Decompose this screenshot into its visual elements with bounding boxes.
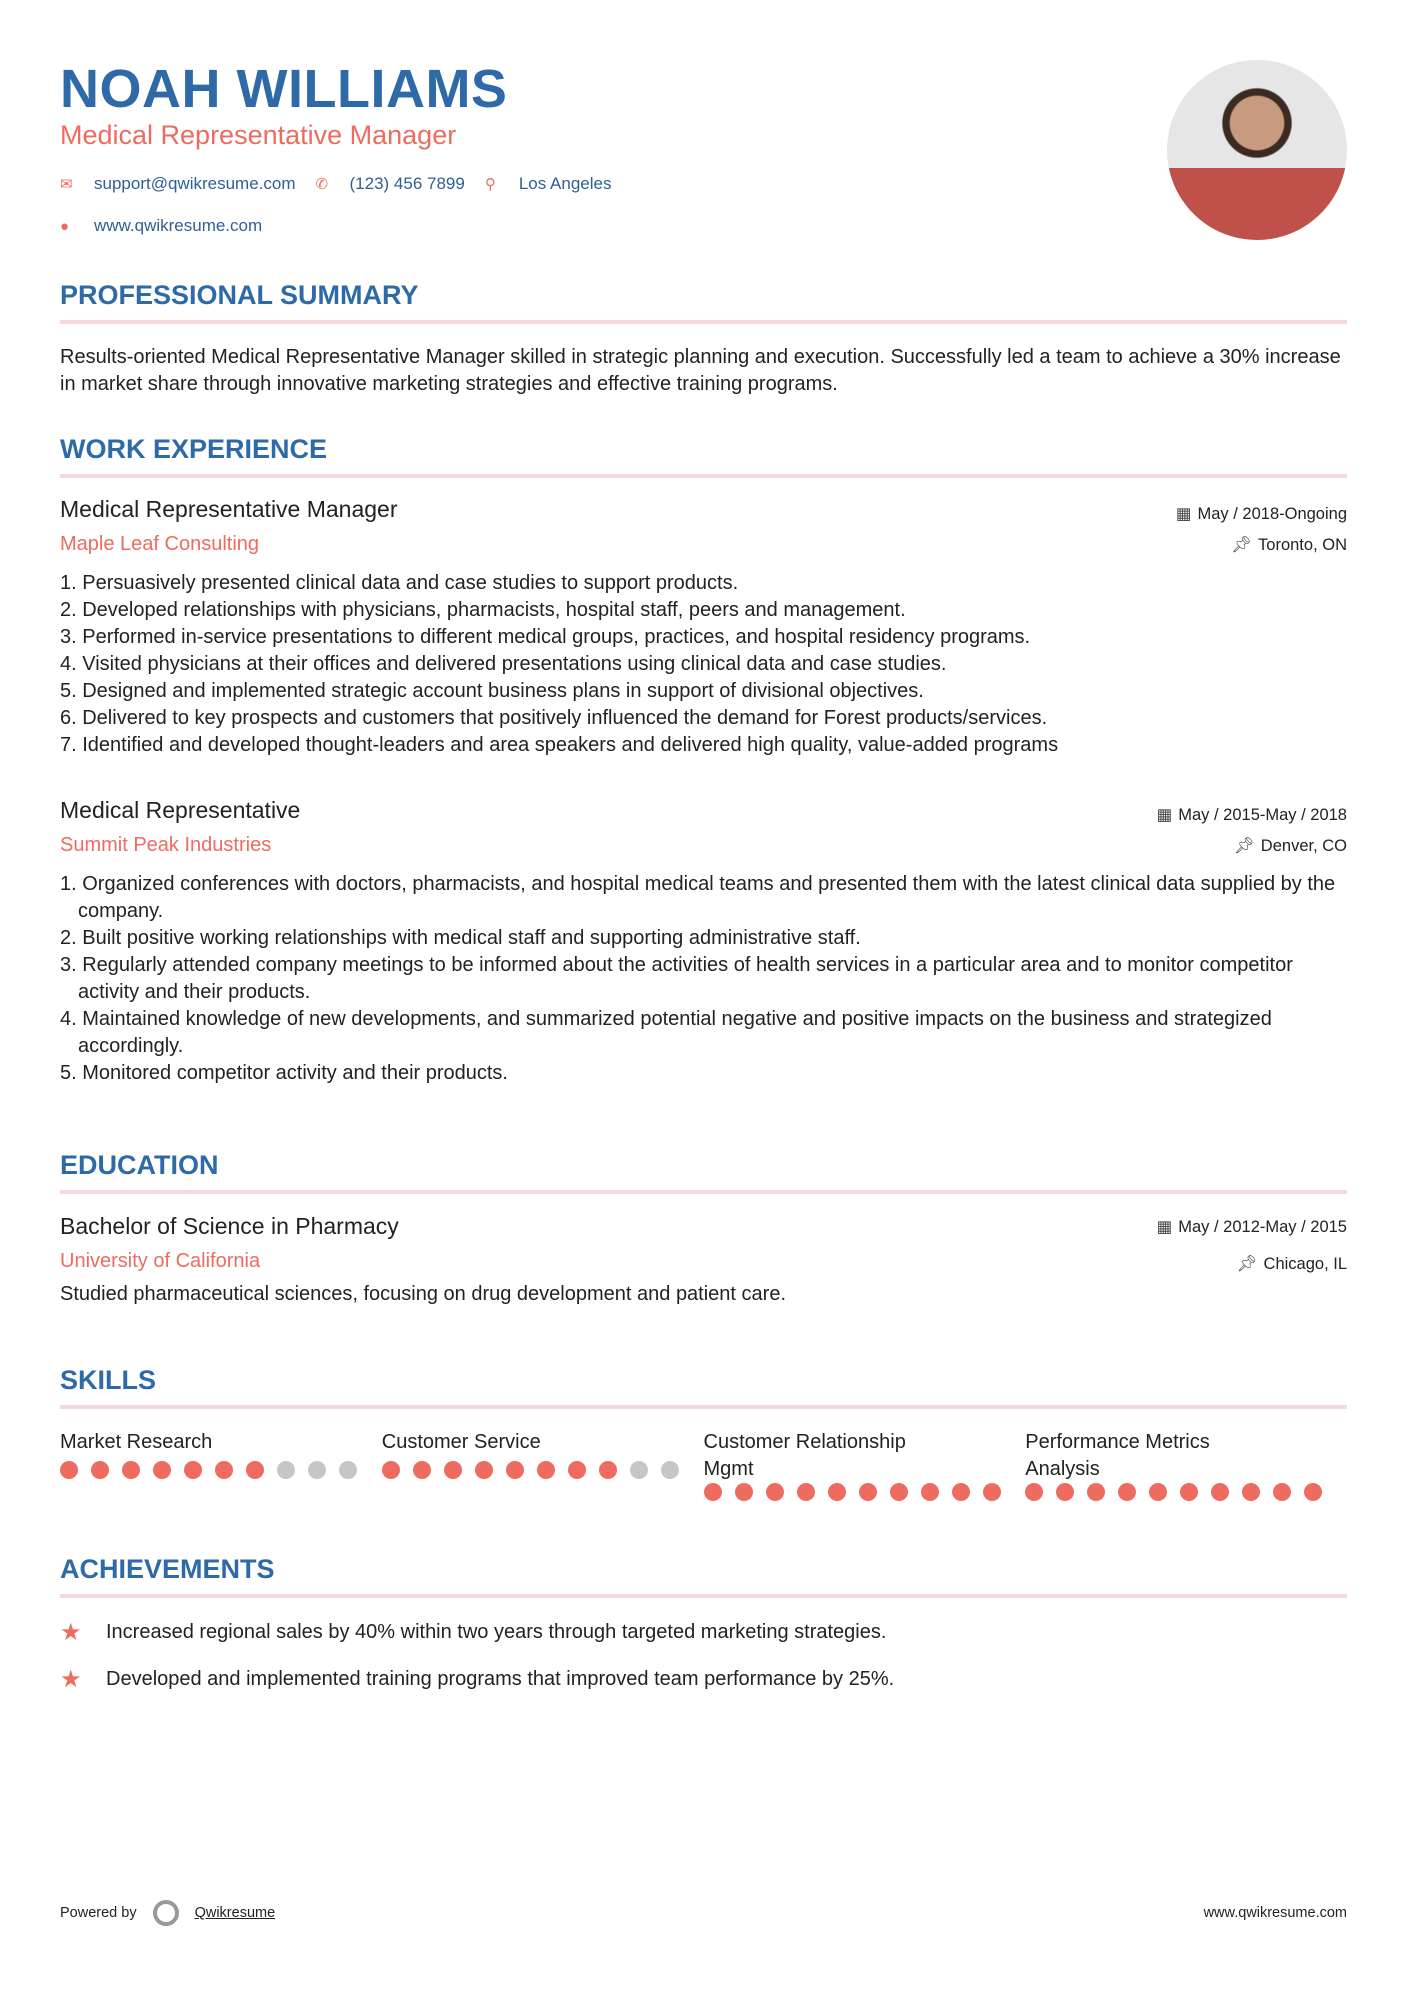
skill-item: [382, 1429, 704, 1501]
phone-text: (123) 456 7899: [349, 174, 465, 193]
rating-dot: [1211, 1483, 1229, 1501]
rating-dot: [1180, 1483, 1198, 1501]
experience-heading: WORK EXPERIENCE: [60, 434, 328, 464]
education-heading: EDUCATION: [60, 1150, 219, 1180]
skill-name: Performance Metrics Analysis: [1025, 1431, 1210, 1480]
footer: [60, 1900, 1347, 1926]
duty-item: 3. Performed in-service presentations to different medical groups, practices, and hospital residency programs.: [60, 626, 1031, 648]
profile-photo: [1167, 60, 1347, 240]
skill-item: [1025, 1429, 1347, 1501]
pin-icon: 📌︎: [1233, 837, 1255, 855]
rating-dot: [537, 1461, 555, 1479]
duty-item: 6. Delivered to key prospects and customers that positively influenced the demand for Forest products/services.: [60, 707, 1048, 729]
star-icon: ★: [60, 1619, 82, 1646]
school-name: University of California: [60, 1250, 261, 1272]
duty-item: 2. Developed relationships with physicians, pharmacists, hospital staff, peers and management.: [60, 599, 906, 621]
rating-dot: [215, 1461, 233, 1479]
section-divider: [60, 320, 1347, 324]
summary-text: Results-oriented Medical Representative Manager skilled in strategic planning and execution. Successfully led a team to achieve a 30% increase in market share through innovative marketing strategies and effective training programs.: [60, 346, 1341, 395]
email-icon: ✉: [60, 176, 73, 193]
duty-item: 1. Persuasively presented clinical data and case studies to support products.: [60, 572, 739, 594]
location-pin-icon: ⚲: [484, 176, 496, 193]
section-divider: [60, 474, 1347, 478]
email-link[interactable]: support@qwikresume.com: [94, 174, 296, 193]
rating-dot: [1242, 1483, 1260, 1501]
rating-dot: [308, 1461, 326, 1479]
duty-item: 4. Visited physicians at their offices and delivered presentations using clinical data and case studies.: [60, 653, 947, 675]
footer-url[interactable]: www.qwikresume.com: [1203, 1905, 1347, 1921]
rating-dot: [797, 1483, 815, 1501]
job-location: Denver, CO: [1260, 837, 1347, 855]
rating-dot: [339, 1461, 357, 1479]
job-title: Medical Representative Manager: [60, 496, 398, 522]
rating-dot: [60, 1461, 78, 1479]
rating-dot: [704, 1483, 722, 1501]
job-location: Toronto, ON: [1258, 536, 1347, 554]
pin-icon: 📌︎: [1236, 1255, 1258, 1273]
rating-dot: [184, 1461, 202, 1479]
rating-dot: [122, 1461, 140, 1479]
section-divider: [60, 1405, 1347, 1409]
calendar-icon: ▦: [1156, 806, 1173, 824]
rating-dot: [1304, 1483, 1322, 1501]
rating-dot: [859, 1483, 877, 1501]
phone-icon: ✆: [315, 176, 329, 193]
job-title: Medical Representative: [60, 797, 301, 823]
education-section: [60, 1150, 1347, 1194]
calendar-icon: ▦: [1175, 505, 1192, 523]
globe-icon: ●: [60, 217, 70, 235]
rating-dot: [890, 1483, 908, 1501]
summary-heading: PROFESSIONAL SUMMARY: [60, 280, 419, 310]
rating-dot: [475, 1461, 493, 1479]
summary-section: [60, 280, 1347, 398]
skill-name: Market Research: [60, 1431, 213, 1453]
website-link[interactable]: www.qwikresume.com: [94, 216, 263, 235]
rating-dot: [506, 1461, 524, 1479]
education-entry: [60, 1213, 1347, 1308]
duty-item: 2. Built positive working relationships with medical staff and supporting administrative staff.: [60, 927, 861, 949]
skill-rating: [60, 1461, 382, 1479]
duty-item: 5. Monitored competitor activity and their products.: [60, 1062, 508, 1084]
candidate-name: NOAH WILLIAMS: [60, 59, 508, 119]
achievement-item: [60, 1665, 1347, 1694]
skills-heading: SKILLS: [60, 1365, 157, 1395]
duty-item: 1. Organized conferences with doctors, pharmacists, and hospital medical teams and presented them with the latest clinical data supplied by the company.: [60, 873, 1336, 922]
rating-dot: [277, 1461, 295, 1479]
job-date: May / 2015-May / 2018: [1178, 806, 1347, 824]
rating-dot: [91, 1461, 109, 1479]
location-text: Los Angeles: [518, 174, 612, 193]
duty-item: 5. Designed and implemented strategic account business plans in support of divisional objectives.: [60, 680, 924, 702]
skill-rating: [704, 1483, 1026, 1501]
rating-dot: [599, 1461, 617, 1479]
experience-section: [60, 434, 1347, 478]
rating-dot: [153, 1461, 171, 1479]
candidate-title: Medical Representative Manager: [60, 120, 457, 150]
contact-row: [60, 174, 611, 194]
rating-dot: [246, 1461, 264, 1479]
skills-list: [60, 1429, 1347, 1501]
rating-dot: [983, 1483, 1001, 1501]
star-icon: ★: [60, 1666, 82, 1693]
company-name: Maple Leaf Consulting: [60, 533, 260, 555]
rating-dot: [1056, 1483, 1074, 1501]
duty-item: 4. Maintained knowledge of new developments, and summarized potential negative and positive impacts on the business and strategized accordingly.: [60, 1008, 1272, 1057]
rating-dot: [1149, 1483, 1167, 1501]
rating-dot: [735, 1483, 753, 1501]
achievement-text: Increased regional sales by 40% within two years through targeted marketing strategies.: [106, 1621, 887, 1643]
rating-dot: [382, 1461, 400, 1479]
rating-dot: [1025, 1483, 1043, 1501]
rating-dot: [921, 1483, 939, 1501]
brand-link[interactable]: Qwikresume: [194, 1905, 276, 1921]
skill-item: [704, 1429, 1026, 1501]
degree: Bachelor of Science in Pharmacy: [60, 1213, 399, 1239]
duty-item: 3. Regularly attended company meetings to be informed about the activities of health services in a particular area and to monitor competitor activity and their products.: [60, 954, 1293, 1003]
achievements-section: [60, 1554, 1347, 1694]
qwikresume-logo-icon: [153, 1900, 179, 1926]
company-name: Summit Peak Industries: [60, 834, 272, 856]
skills-section: [60, 1365, 1347, 1501]
skill-name: Customer Relationship Mgmt: [703, 1431, 906, 1480]
job-duties: [60, 871, 1347, 1087]
rating-dot: [444, 1461, 462, 1479]
rating-dot: [1087, 1483, 1105, 1501]
powered-by-label: Powered by: [60, 1905, 137, 1921]
skill-name: Customer Service: [381, 1431, 541, 1453]
education-location: Chicago, IL: [1263, 1255, 1347, 1273]
rating-dot: [661, 1461, 679, 1479]
skill-rating: [382, 1461, 704, 1479]
website-row: [60, 216, 262, 236]
education-description: Studied pharmaceutical sciences, focusing on drug development and patient care.: [60, 1283, 787, 1305]
section-divider: [60, 1594, 1347, 1598]
skill-item: [60, 1429, 382, 1501]
rating-dot: [413, 1461, 431, 1479]
achievements-heading: ACHIEVEMENTS: [60, 1554, 275, 1584]
skill-rating: [1025, 1483, 1347, 1501]
job-entry: [60, 797, 1347, 1087]
job-duties: [60, 570, 1347, 759]
rating-dot: [568, 1461, 586, 1479]
rating-dot: [952, 1483, 970, 1501]
achievement-item: [60, 1618, 1347, 1647]
rating-dot: [828, 1483, 846, 1501]
calendar-icon: ▦: [1156, 1218, 1173, 1236]
job-entry: [60, 496, 1347, 759]
rating-dot: [766, 1483, 784, 1501]
job-date: May / 2018-Ongoing: [1197, 505, 1347, 523]
rating-dot: [630, 1461, 648, 1479]
rating-dot: [1273, 1483, 1291, 1501]
duty-item: 7. Identified and developed thought-leaders and area speakers and delivered high quality, value-added programs: [60, 734, 1059, 756]
section-divider: [60, 1190, 1347, 1194]
achievement-text: Developed and implemented training programs that improved team performance by 25%.: [106, 1668, 895, 1690]
pin-icon: 📌︎: [1231, 536, 1253, 554]
rating-dot: [1118, 1483, 1136, 1501]
education-date: May / 2012-May / 2015: [1178, 1218, 1347, 1236]
